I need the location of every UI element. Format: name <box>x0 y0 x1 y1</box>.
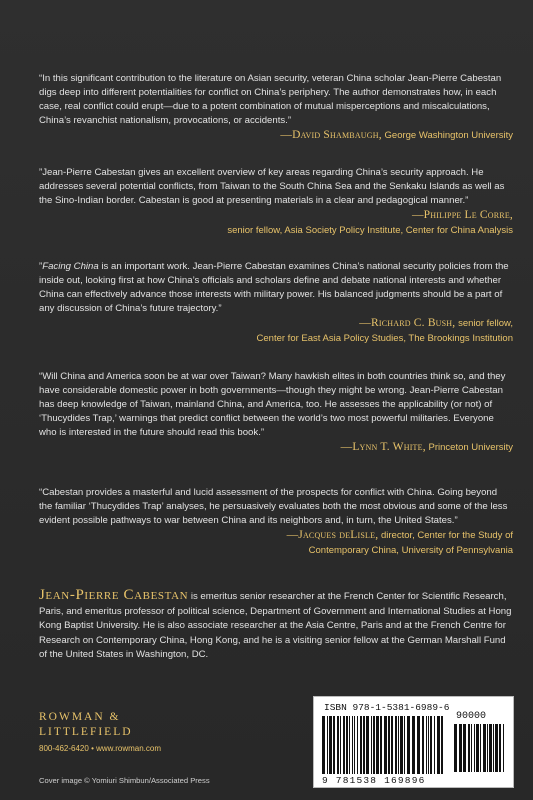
barcode-bar <box>428 716 429 774</box>
barcode-bar <box>388 716 390 774</box>
attribution-affiliation-2: Center for East Asia Policy Studies, The Brookings Institution <box>256 333 513 345</box>
barcode-bar <box>333 716 335 774</box>
barcode-bar <box>474 724 475 772</box>
barcode-bar <box>476 724 479 772</box>
attribution-name: —Philippe Le Corre, <box>411 209 513 222</box>
barcode-bar <box>329 716 332 774</box>
isbn-label: ISBN 978-1-5381-6989-6 <box>324 702 450 713</box>
barcode-bar <box>349 716 350 774</box>
book-title-italic: Facing China <box>42 261 99 272</box>
cover-image-credit: Cover image © Yomiuri Shimbun/Associated Press <box>39 776 210 785</box>
barcode-bar <box>384 716 387 774</box>
barcode-bar <box>412 716 415 774</box>
publisher-logo-line1: ROWMAN & <box>39 711 121 723</box>
barcode-bar <box>422 716 424 774</box>
barcode-panel <box>313 696 514 788</box>
addon-barcode-graphic <box>454 724 506 772</box>
barcode-bar <box>371 716 372 774</box>
barcode-bar <box>489 724 492 772</box>
barcode-bar <box>459 724 462 772</box>
blurb-text: ”Facing China is an important work. Jean-Pierre Cabestan examines China’s national security policies from the inside out, looking first at how China’s officials and scholars define and debate national interests and whether China can effectively advance those interests with military power. His balanced judgments should be a part of any discussion of China’s future trajectory.” <box>39 261 509 315</box>
barcode-bar <box>391 716 393 774</box>
barcode-bar <box>346 716 348 774</box>
publisher-contact <box>39 744 161 753</box>
barcode-bar <box>337 716 339 774</box>
attribution-name: —Jacques deLisle, <box>286 529 379 542</box>
price-addon-number: 90000 <box>456 711 487 722</box>
barcode-bar <box>430 716 432 774</box>
barcode-bar <box>404 716 405 774</box>
blurb-text: ”Jean-Pierre Cabestan gives an excellent overview of key areas regarding China’s security approach. He addresses several potential conflicts, from Taiwan to the South China Sea and the Senkaku Islands as well as the Sino-Indian border. Cabestan is good at presenting materials in a clear and pedagogical manner.” <box>39 167 505 207</box>
blurb-le-corre <box>39 166 513 238</box>
barcode-bar <box>343 716 345 774</box>
barcode-bar <box>441 716 443 774</box>
ean-number: 9 781538 169896 <box>322 775 426 786</box>
barcode-bar <box>417 716 420 774</box>
barcode-bar <box>352 716 353 774</box>
barcode-bar <box>471 724 472 772</box>
attribution-affiliation: senior fellow, <box>458 318 513 330</box>
barcode-bar <box>480 724 481 772</box>
barcode-bar <box>327 716 328 774</box>
attribution-affiliation: director, Center for the Study of <box>380 530 513 542</box>
blurb-white <box>39 370 513 455</box>
barcode-bar <box>376 716 379 774</box>
barcode-bar <box>468 724 470 772</box>
publisher-url[interactable]: www.rowman.com <box>96 744 162 753</box>
publisher-phone: 800-462-6420 <box>39 744 89 753</box>
attribution-name: —David Shambaugh, <box>280 129 382 142</box>
barcode-bar <box>380 716 382 774</box>
barcode-bar <box>363 716 365 774</box>
author-bio-text: is emeritus senior researcher at the French Center for Scientific Research, Paris, and emeritus professor of political science, Department of Government and International Studies at Hong Kong Baptist University. He is also associate researcher at the Asia Centre, Paris and at the French Centre for Research on Contemporary China, Hong Kong, and he is a visiting senior fellow at the German Marshall Fund of the United States in Washington, DC. <box>39 591 512 661</box>
barcode-bar <box>487 724 488 772</box>
blurb-attribution <box>39 128 513 143</box>
attribution-affiliation: Princeton University <box>428 442 513 454</box>
barcode-bar <box>357 716 358 774</box>
blurb-attribution <box>39 316 513 346</box>
publisher-logo <box>39 710 133 740</box>
barcode-bar <box>426 716 427 774</box>
barcode-bar <box>395 716 397 774</box>
blurb-attribution <box>39 528 513 558</box>
publisher-logo-line2: LITTLEFIELD <box>39 726 133 738</box>
blurb-attribution <box>39 440 513 455</box>
attribution-affiliation: George Washington University <box>384 130 513 142</box>
attribution-affiliation: senior fellow, Asia Society Policy Institute, Center for China Analysis <box>227 225 513 237</box>
barcode-bar <box>499 724 501 772</box>
bullet-separator: • <box>91 744 94 753</box>
blurb-body: is an important work. Jean-Pierre Cabestan examines China’s national security policies from the inside out, looking first at how China’s officials and scholars define and debate national interests and whether China can effectively advance those interests with military power. His balanced judgments should be a part of any discussion of China’s future trajectory.” <box>39 261 509 315</box>
barcode-bar <box>400 716 403 774</box>
barcode-bar <box>373 716 375 774</box>
barcode-bar <box>493 724 494 772</box>
barcode-bar <box>407 716 410 774</box>
barcode-bar <box>360 716 362 774</box>
barcode-bar <box>340 716 341 774</box>
barcode-bar <box>503 724 504 772</box>
author-name: Jean-Pierre Cabestan <box>39 587 189 603</box>
blurb-text: “In this significant contribution to the literature on Asian security, veteran China scholar Jean-Pierre Cabestan digs deep into different potentialities for conflict on China’s periphery. The author demonstrates how, in each case, real conflict could erupt—due to a potent combination of mutual misperceptions and miscalculations, China’s revanchist nationalism, provocations, or accidents.” <box>39 73 502 127</box>
barcode-bar <box>354 716 355 774</box>
barcode-bar <box>454 724 457 772</box>
blurb-text: “Will China and America soon be at war over Taiwan? Many hawkish elites in both countries think so, and they have considerable domestic power in both governments—though they might be wrong. Jean-Pierre Cabestan has deep knowledge of Taiwan, mainland China, and America, too. He assesses the applicability (or not) of ‘Thucydides Trap,’ warnings that predict conflict between the world’s two most powerful militaries. Everyone who is interested in the future should read this book.” <box>39 371 506 439</box>
blurb-text: “Cabestan provides a masterful and lucid assessment of the prospects for conflict with China. Going beyond the familiar ‘Thucydides Trap’ analyses, he persuasively evaluates both the most obvious and some of the less evident possible pathways to war between China and its neighbors and, in turn, the United States.” <box>39 487 508 527</box>
attribution-affiliation-2: Contemporary China, University of Pennsylvania <box>308 545 513 557</box>
attribution-name: —Richard C. Bush, <box>359 317 456 330</box>
blurb-delisle <box>39 486 513 558</box>
author-bio <box>39 588 513 663</box>
barcode-bar <box>322 716 325 774</box>
barcode-bar <box>495 724 498 772</box>
ean-barcode-graphic <box>322 716 446 774</box>
attribution-name: —Lynn T. White, <box>340 441 426 454</box>
barcode-bar <box>483 724 486 772</box>
blurb-attribution <box>39 208 513 238</box>
barcode-bar <box>463 724 466 772</box>
barcode-bar <box>398 716 399 774</box>
blurb-bush <box>39 260 513 346</box>
barcode-bar <box>366 716 369 774</box>
barcode-bar <box>434 716 435 774</box>
barcode-bar <box>437 716 440 774</box>
blurb-shambaugh <box>39 72 513 143</box>
